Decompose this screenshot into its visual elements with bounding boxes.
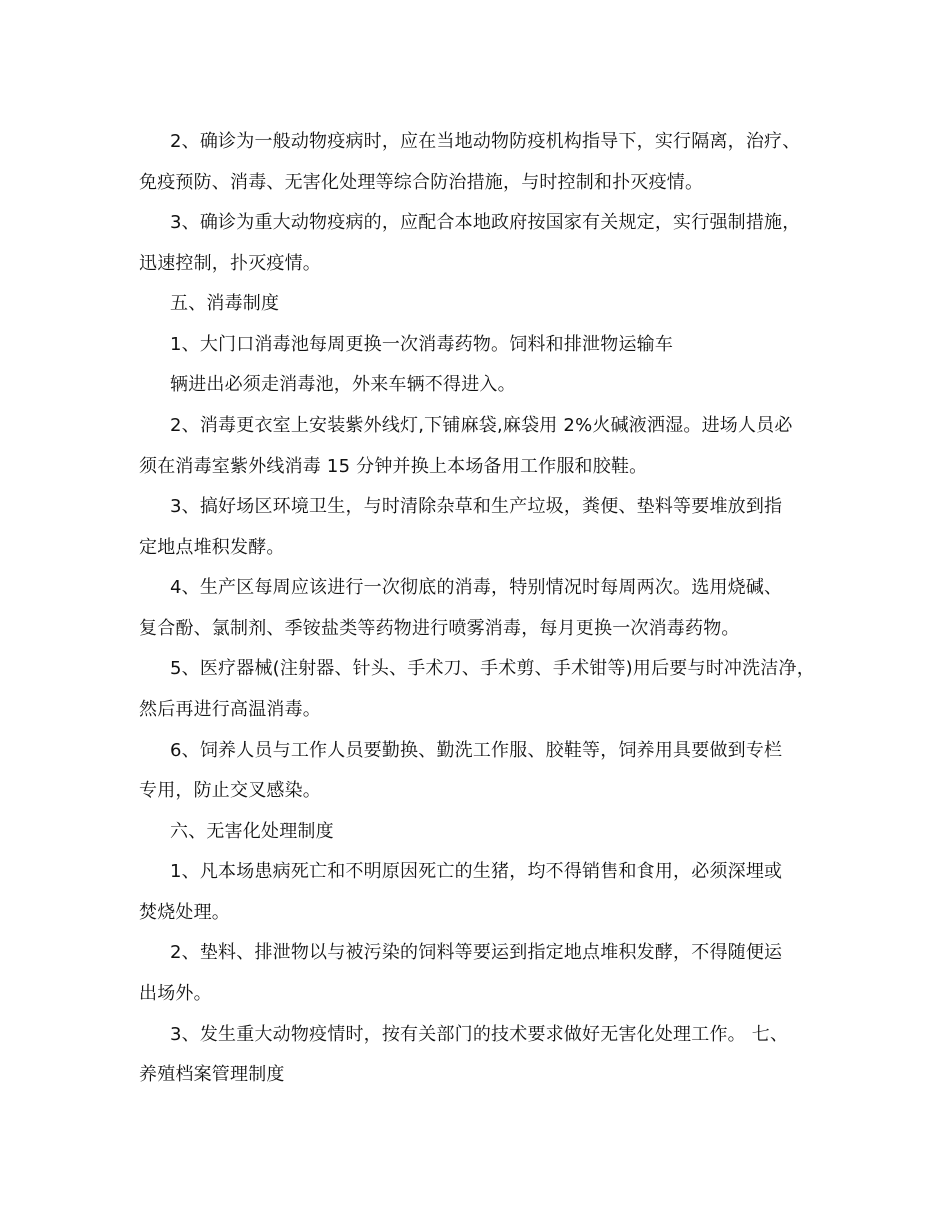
paragraph-line: 3、搞好场区环境卫生，与时清除杂草和生产垃圾，粪便、垫料等要堆放到指 xyxy=(170,496,783,517)
paragraph-line: 出场外。 xyxy=(139,983,212,1004)
paragraph-line: 2、消毒更衣室上安装紫外线灯,下铺麻袋,麻袋用 2%火碱液洒湿。进场人员必 xyxy=(170,415,793,436)
paragraph-line: 2、确诊为一般动物疫病时，应在当地动物防疫机构指导下，实行隔离，治疗、 xyxy=(170,131,801,152)
paragraph-line: 1、大门口消毒池每周更换一次消毒药物。饲料和排泄物运输车 xyxy=(170,334,674,355)
section-heading: 五、消毒制度 xyxy=(170,293,280,314)
paragraph-line: 4、生产区每周应该进行一次彻底的消毒，特别情况时每周两次。选用烧碱、 xyxy=(170,577,783,598)
paragraph-line: 须在消毒室紫外线消毒 15 分钟并换上本场备用工作服和胶鞋。 xyxy=(139,456,648,477)
paragraph-line: 专用，防止交叉感染。 xyxy=(139,780,321,801)
paragraph-line: 6、饲养人员与工作人员要勤换、勤洗工作服、胶鞋等，饲养用具要做到专栏 xyxy=(170,740,783,761)
paragraph-line: 迅速控制，扑灭疫情。 xyxy=(139,253,321,274)
paragraph-line: 3、发生重大动物疫情时，按有关部门的技术要求做好无害化处理工作。 七、 xyxy=(170,1024,789,1045)
paragraph-line: 1、凡本场患病死亡和不明原因死亡的生猪，均不得销售和食用，必须深埋或 xyxy=(170,861,783,882)
paragraph-line: 焚烧处理。 xyxy=(139,902,230,923)
paragraph-line: 然后再进行高温消毒。 xyxy=(139,699,321,720)
paragraph-line: 5、医疗器械(注射器、针头、手术刀、手术剪、手术钳等)用后要与时冲洗洁净， xyxy=(170,658,815,679)
paragraph-line: 免疫预防、消毒、无害化处理等综合防治措施，与时控制和扑灭疫情。 xyxy=(139,172,704,193)
paragraph-line: 定地点堆积发酵。 xyxy=(139,537,285,558)
paragraph-line: 辆进出必须走消毒池，外来车辆不得进入。 xyxy=(170,374,516,395)
section-heading: 养殖档案管理制度 xyxy=(139,1064,285,1085)
section-heading: 六、无害化处理制度 xyxy=(170,821,334,842)
paragraph-line: 复合酚、氯制剂、季铵盐类等药物进行喷雾消毒，每月更换一次消毒药物。 xyxy=(139,618,740,639)
paragraph-line: 2、垫料、排泄物以与被污染的饲料等要运到指定地点堆积发酵，不得随便运 xyxy=(170,942,783,963)
paragraph-line: 3、确诊为重大动物疫病的，应配合本地政府按国家有关规定，实行强制措施， xyxy=(170,212,801,233)
